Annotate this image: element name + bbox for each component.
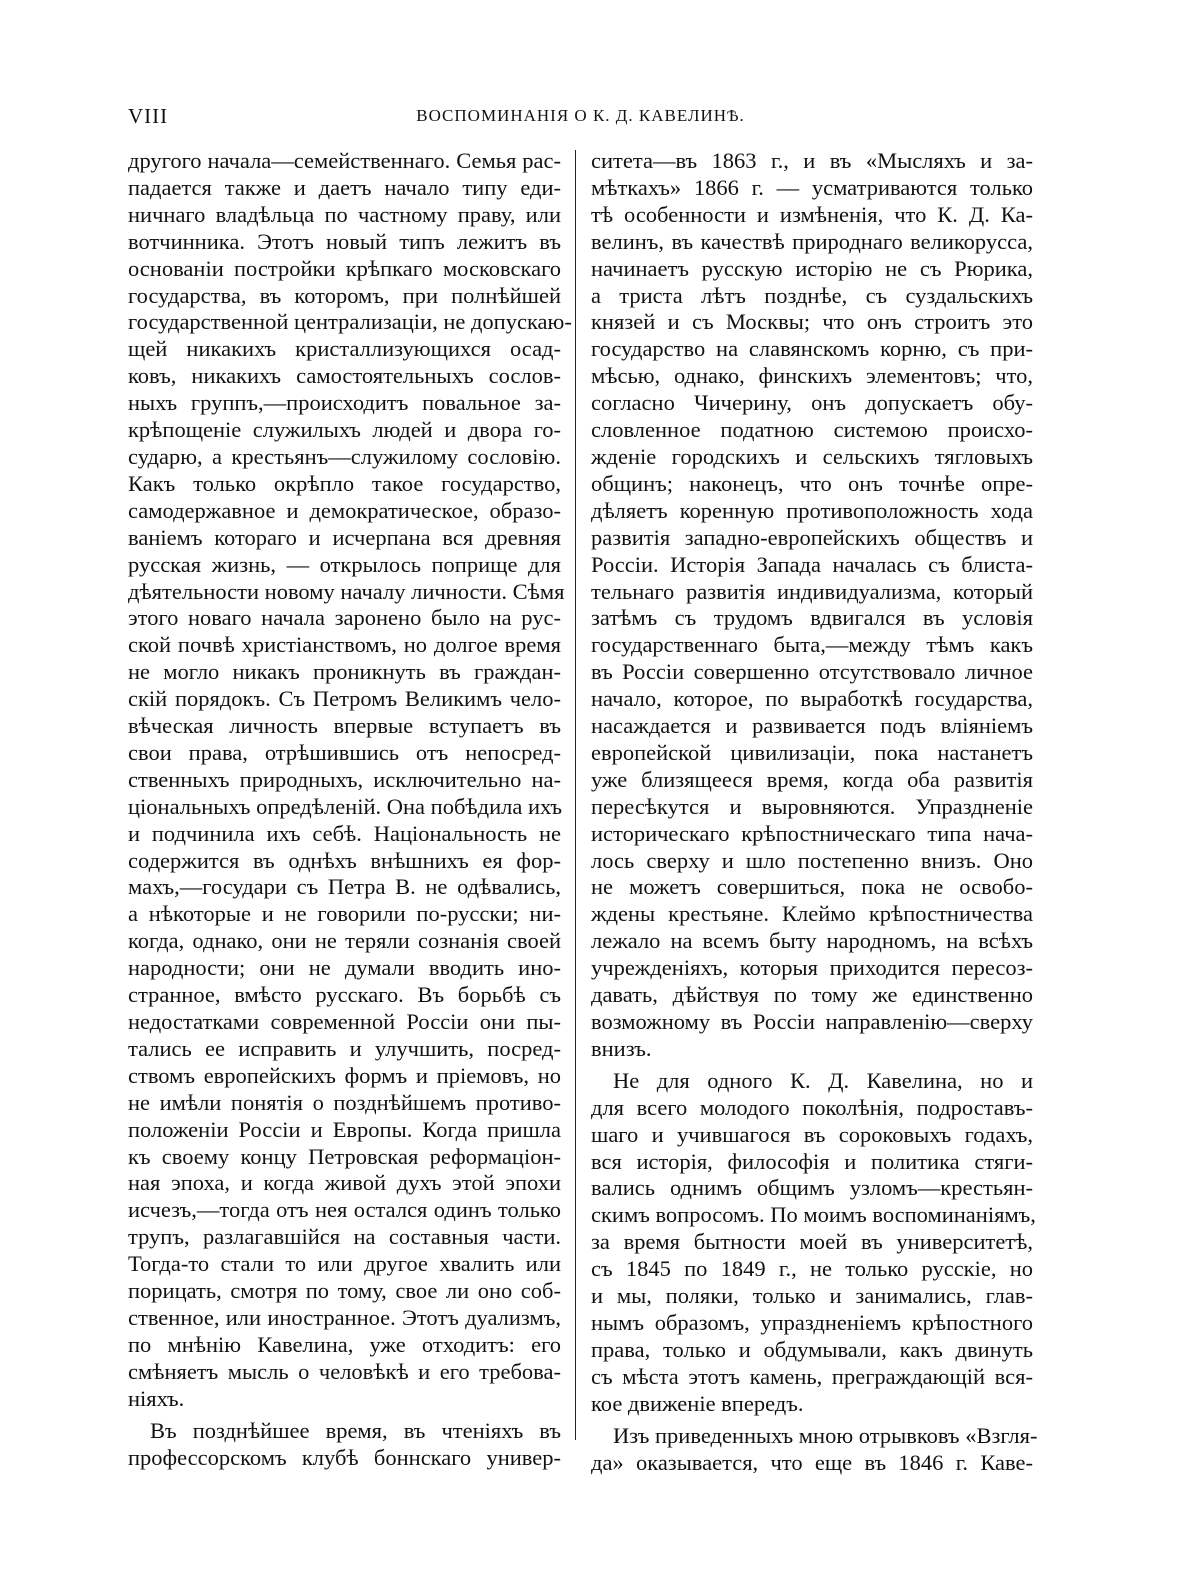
text-line: европейской цивилизаціи, пока настанетъ: [591, 739, 1033, 765]
text-line: ственныхъ природныхъ, исключительно на-: [128, 766, 561, 792]
text-line: государственной централизаціи, не допускаю-: [128, 309, 572, 335]
text-line: ственное, или иностранное. Этотъ дуализмъ,: [128, 1304, 561, 1330]
text-line: лось сверху и шло постепенно внизъ. Оно: [591, 847, 1033, 873]
text-line: внизъ.: [591, 1035, 652, 1061]
text-line: этого новаго начала заронено было на рус-: [128, 605, 561, 631]
text-line: ныхъ группъ,—происходитъ повальное за-: [128, 390, 561, 416]
right-column: [591, 148, 1038, 1476]
text-line: государство на славянскомъ корню, съ при-: [591, 336, 1033, 362]
text-line: вѣческая личность впервые вступаетъ въ: [128, 713, 561, 739]
text-line: порицать, смотря по тому, свое ли оно соб-: [128, 1278, 561, 1304]
text-line: велинъ, въ качествѣ природнаго великорусса,: [591, 228, 1033, 254]
text-line: съ мѣста этотъ камень, преграждающій вся-: [591, 1363, 1033, 1389]
text-line: дѣляетъ коренную противоположность хода: [591, 497, 1033, 523]
text-line: не можетъ совершиться, пока не освобо-: [591, 874, 1033, 900]
text-line: съ 1845 по 1849 г., не только русскіе, но: [591, 1256, 1033, 1282]
text-line: вотчинника. Этотъ новый типъ лежитъ въ: [128, 228, 561, 254]
text-line: трупъ, разлагавшійся на составныя части.: [128, 1224, 561, 1250]
left-column: [128, 148, 572, 1471]
text-line: и мы, поляки, только и занимались, глав-: [591, 1283, 1033, 1309]
text-line: Тогда-то стали то или другое хвалить или: [128, 1251, 561, 1277]
text-line: ковъ, никакихъ самостоятельныхъ сослов-: [128, 363, 561, 389]
text-line: за время бытности моей въ университетѣ,: [591, 1229, 1033, 1255]
text-line: учрежденіяхъ, которыя приходится пересоз-: [591, 955, 1033, 981]
text-line: смѣняетъ мысль о человѣкѣ и его требова-: [128, 1358, 561, 1384]
text-line: не могло никакъ проникнуть въ граждан-: [128, 659, 561, 685]
text-line: государства, въ которомъ, при полнѣйшей: [128, 282, 561, 308]
text-line: кое движеніе впередъ.: [591, 1390, 804, 1416]
text-line: ничнаго владѣльца по частному праву, или: [128, 201, 561, 227]
text-line: исчезъ,—тогда отъ нея остался одинъ только: [128, 1197, 561, 1223]
text-line: шаго и учившагося въ сороковыхъ годахъ,: [591, 1121, 1033, 1147]
text-line: тельнаго развитія индивидуализма, который: [591, 578, 1033, 604]
text-line: вся исторія, философія и политика стяги-: [591, 1148, 1033, 1174]
text-line: ная эпоха, и когда живой духъ этой эпохи: [128, 1170, 561, 1196]
text-line: когда, однако, они не теряли сознанія своей: [128, 928, 561, 954]
text-line: да» оказывается, что еще въ 1846 г. Каве-: [591, 1449, 1033, 1475]
text-line: затѣмъ съ трудомъ вдвигался въ условія: [591, 605, 1033, 631]
text-line: вались однимъ общимъ узломъ—крестьян-: [591, 1175, 1033, 1201]
text-line: нымъ образомъ, упраздненіемъ крѣпостного: [591, 1309, 1033, 1335]
text-line: словленное податною системою происхо-: [591, 417, 1033, 443]
text-line: а триста лѣтъ позднѣе, съ суздальскихъ: [591, 282, 1033, 308]
text-line: падается также и даетъ начало типу еди-: [128, 174, 561, 200]
text-line: ніяхъ.: [128, 1385, 185, 1411]
page-number: VIII: [128, 104, 169, 128]
text-line: ской почвѣ христіанствомъ, но долгое время: [128, 632, 561, 658]
page-header: [128, 104, 1033, 134]
text-line: ваніемъ котораго и исчерпана вся древняя: [128, 524, 561, 550]
text-line: скимъ вопросомъ. По моимъ воспоминаніямъ,: [591, 1202, 1036, 1228]
text-line: князей и съ Москвы; что онъ строитъ это: [591, 309, 1033, 335]
text-line: дѣятельности новому началу личности. Сѣмя: [128, 578, 565, 604]
text-line: насаждается и развивается подъ вліяніемъ: [591, 713, 1033, 739]
text-line: самодержавное и демократическое, образо-: [128, 497, 561, 523]
text-line: недостатками современной Россіи они пы-: [128, 1009, 561, 1034]
text-line: по мнѣнію Кавелина, уже отходитъ: его: [128, 1331, 561, 1357]
text-line: сударю, а крестьянъ—служилому сословію.: [128, 443, 561, 469]
text-line: ціональныхъ опредѣленій. Она побѣдила ихъ: [128, 793, 563, 819]
text-line: скій порядокъ. Съ Петромъ Великимъ чело-: [128, 686, 561, 712]
text-line: начало, которое, по выработкѣ государства,: [591, 686, 1033, 712]
text-line: и подчинила ихъ себѣ. Національность не: [128, 820, 561, 846]
text-line: ситета—въ 1863 г., и въ «Мысляхъ и за-: [591, 148, 1033, 173]
text-line: начинаетъ русскую исторію не съ Рюрика,: [591, 255, 1033, 281]
text-line: развитія западно-европейскихъ обществъ и: [591, 524, 1033, 550]
text-line: возможному въ Россіи направленію—сверху: [591, 1009, 1033, 1034]
text-line: лежало на всемъ быту народномъ, на всѣхъ: [591, 928, 1033, 954]
text-line: Въ позднѣйшее время, въ чтеніяхъ въ: [150, 1417, 561, 1443]
text-line: историческаго крѣпостническаго типа нача-: [591, 820, 1033, 846]
text-line: махъ,—государи съ Петра В. не одѣвались,: [128, 874, 561, 900]
text-line: ждены крестьяне. Клеймо крѣпостничества: [591, 901, 1033, 927]
text-line: содержится въ однѣхъ внѣшнихъ ея фор-: [128, 847, 561, 873]
text-line: пересѣкутся и выровняются. Упраздненіе: [591, 793, 1033, 819]
text-line: русская жизнь, — открылось поприще для: [128, 551, 561, 577]
paragraph: [591, 1067, 1036, 1418]
column-divider: [575, 150, 576, 1440]
text-line: не имѣли понятія о позднѣйшемъ противо-: [128, 1089, 561, 1115]
text-line: тались ее исправить и улучшить, посред-: [128, 1035, 561, 1061]
text-line: мѣсью, однако, финскихъ элементовъ; что,: [591, 363, 1033, 389]
text-line: къ своему концу Петровская реформаціон-: [128, 1143, 561, 1169]
text-line: давать, дѣйствуя по тому же единственно: [591, 982, 1033, 1008]
text-line: крѣпощеніе служилыхъ людей и двора го-: [128, 417, 561, 443]
paragraph: [591, 148, 1033, 1063]
text-line: права, только и обдумывали, какъ двинуть: [591, 1336, 1033, 1362]
text-line: согласно Чичерину, онъ допускаетъ обу-: [591, 390, 1033, 416]
text-line: щей никакихъ кристаллизующихся осад-: [128, 336, 561, 362]
text-line: Не для одного К. Д. Кавелина, но и: [613, 1067, 1033, 1093]
text-line: профессорскомъ клубѣ боннскаго универ-: [128, 1444, 561, 1470]
paragraph: [128, 148, 572, 1413]
text-line: а нѣкоторые и не говорили по-русски; ни-: [128, 901, 561, 927]
text-line: Какъ только окрѣпло такое государство,: [128, 470, 561, 496]
paragraph: [591, 1422, 1038, 1477]
text-line: другого начала—семейственнаго. Семья рас-: [128, 148, 561, 173]
text-line: странное, вмѣсто русскаго. Въ борьбѣ съ: [128, 982, 561, 1008]
text-line: народности; они не думали вводить ино-: [128, 955, 561, 981]
text-line: ствомъ европейскихъ формъ и пріемовъ, но: [128, 1062, 561, 1088]
text-line: Россіи. Исторія Запада началась съ блиста-: [591, 551, 1033, 577]
text-line: тѣ особенности и измѣненія, что К. Д. Ка-: [591, 201, 1033, 227]
text-line: общинъ; наконецъ, что онъ точнѣе опре-: [591, 470, 1033, 496]
text-line: для всего молодого поколѣнія, подроставъ-: [591, 1094, 1033, 1120]
text-line: въ Россіи совершенно отсутствовало личное: [591, 659, 1033, 685]
text-line: свои права, отрѣшившись отъ непосред-: [128, 739, 561, 765]
text-line: мѣткахъ» 1866 г. — усматриваются только: [591, 174, 1033, 200]
text-line: положеніи Россіи и Европы. Когда пришла: [128, 1116, 561, 1142]
text-line: основаніи постройки крѣпкаго московскаго: [128, 255, 561, 281]
text-line: государственнаго быта,—между тѣмъ какъ: [591, 632, 1033, 658]
text-line: уже близящееся время, когда оба развитія: [591, 766, 1033, 792]
text-line: Изъ приведенныхъ мною отрывковъ «Взгля-: [613, 1422, 1038, 1448]
running-title: ВОСПОМИНАНІЯ О К. Д. КАВЕЛИНѢ.: [416, 106, 745, 125]
text-line: жденіе городскихъ и сельскихъ тягловыхъ: [591, 443, 1033, 469]
paragraph: [128, 1418, 561, 1472]
